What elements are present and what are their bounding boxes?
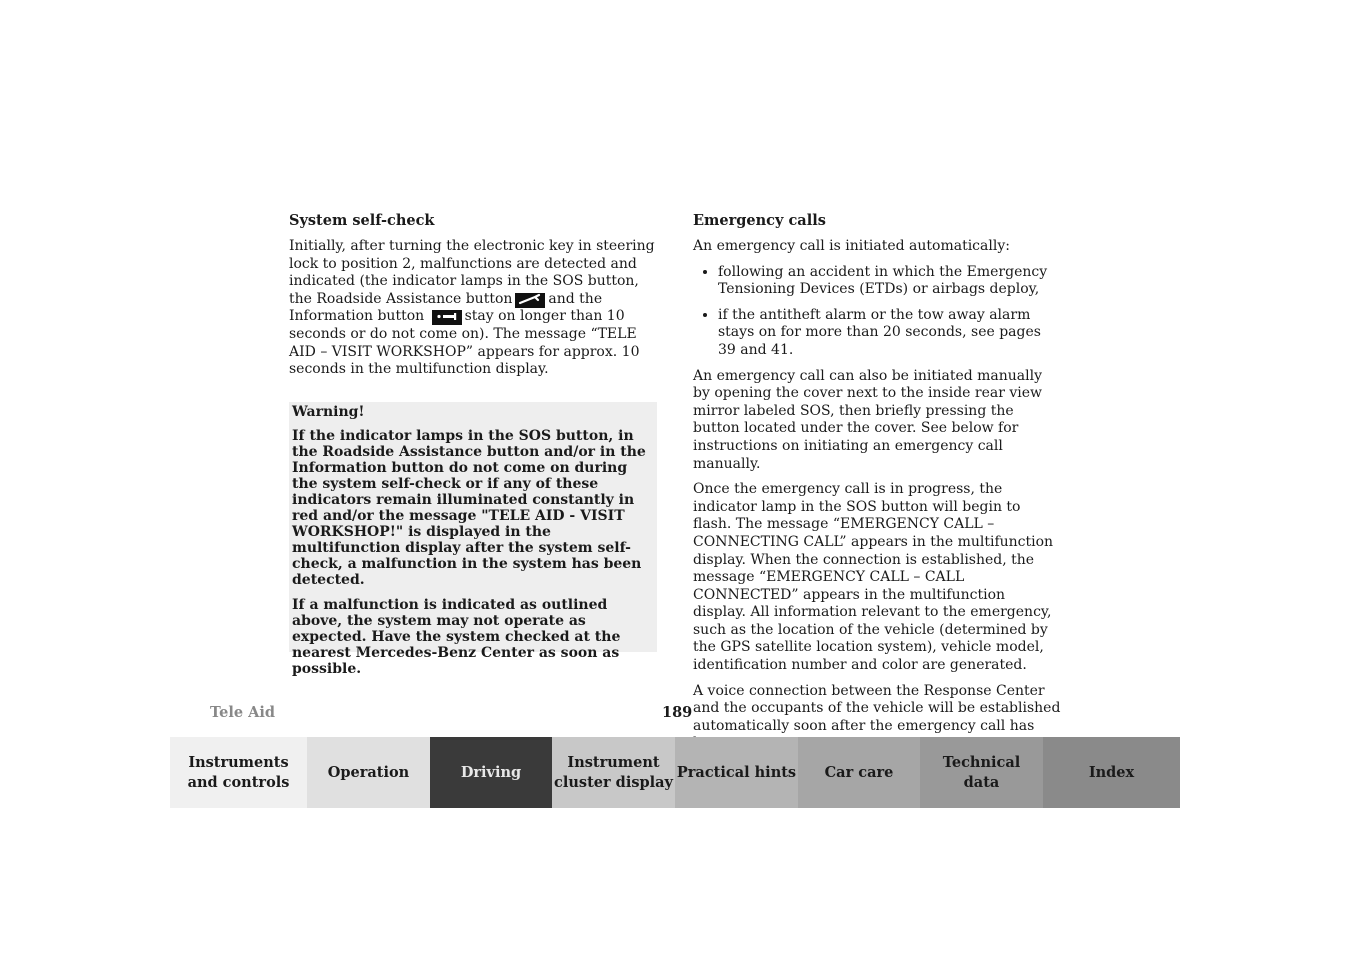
self-check-text-1: Initially, after turning the electronic key in steering lock to position 2, malfunctions are detected and indicated (the indicator lamps in the SOS button, the Roadside Assistance button xyxy=(289,238,655,307)
tab-car-care[interactable]: Car care xyxy=(798,737,920,808)
self-check-text-2: and the Information button xyxy=(289,290,603,325)
tab-practical-hints[interactable]: Practical hints xyxy=(675,737,798,808)
emergency-intro: An emergency call is initiated automatically: xyxy=(693,238,1010,254)
emergency-paragraph-progress: Once the emergency call is in progress, the indicator lamp in the SOS button will begin to flash. The message “EMERGENCY CALL – CONNECTING CALL” appears in the multifunction display. When the connection is established, the message “EMERGENCY CALL – CALL CONNECTED” appears in the multifunction display. All information relevant to the emergency, such as the location of the vehicle (determined by the GPS satellite location system), vehicle model, identification number and color are generated. xyxy=(693,481,1054,674)
chapter-tab-bar xyxy=(170,737,1180,808)
warning-paragraph-2: If a malfunction is indicated as outlined above, the system may not operate as expected. Have the system checked at the nearest Mercedes-Benz Center as soon as possible. xyxy=(292,597,621,677)
page-number: 189 xyxy=(662,704,693,721)
warning-box xyxy=(289,402,657,677)
emergency-bullet-list xyxy=(693,264,1061,360)
warning-title: Warning! xyxy=(292,404,365,420)
list-item: • following an accident in which the Emergency Tensioning Devices (ETDs) or airbags deploy, xyxy=(718,264,1061,299)
emergency-paragraph-manual: An emergency call can also be initiated manually by opening the cover next to the inside rear view mirror labeled SOS, then briefly pressing the button located under the cover. See below for instructions on initiating an emergency call manually. xyxy=(693,367,1043,472)
roadside-assistance-icon xyxy=(515,293,545,308)
tab-instruments-and-controls[interactable]: Instruments and controls xyxy=(170,737,307,808)
tab-driving[interactable]: Driving xyxy=(430,737,552,808)
tab-operation[interactable]: Operation xyxy=(307,737,430,808)
tab-technical-data[interactable]: Technical data xyxy=(920,737,1043,808)
emergency-paragraph-voice: A voice connection between the Response Center and the occupants of the vehicle will be established automatically soon after the emergency call has xyxy=(693,682,1061,734)
right-column xyxy=(693,212,1061,761)
warning-paragraph-1: If the indicator lamps in the SOS button, in the Roadside Assistance button and/or in the Information button do not come on during the system self-check or if any of these indicators remain illuminated constantly in red and/or the message "TELE AID - VISIT WORKSHOP!" is displayed in the multifunction display after the system self-check, a malfunction in the system has been detected. xyxy=(292,428,646,588)
section-heading-emergency-calls: Emergency calls xyxy=(693,212,826,229)
information-icon xyxy=(432,310,462,325)
section-heading-self-check: System self-check xyxy=(289,212,435,229)
footer-section-title: Tele Aid xyxy=(210,704,276,721)
tab-instrument-cluster-display[interactable]: Instrument cluster display xyxy=(552,737,675,808)
self-check-text-3: stay on longer than 10 seconds or do not come on). The message “TELE AID – VISIT WORKSHOP” appears for approx. 10 seconds in the multifunction display. xyxy=(289,308,640,378)
self-check-paragraph xyxy=(289,238,657,379)
list-item: • if the antitheft alarm or the tow away alarm stays on for more than 20 seconds, see pages 39 and 41. xyxy=(718,307,1061,360)
left-column xyxy=(289,212,657,387)
tab-index[interactable]: Index xyxy=(1043,737,1180,808)
